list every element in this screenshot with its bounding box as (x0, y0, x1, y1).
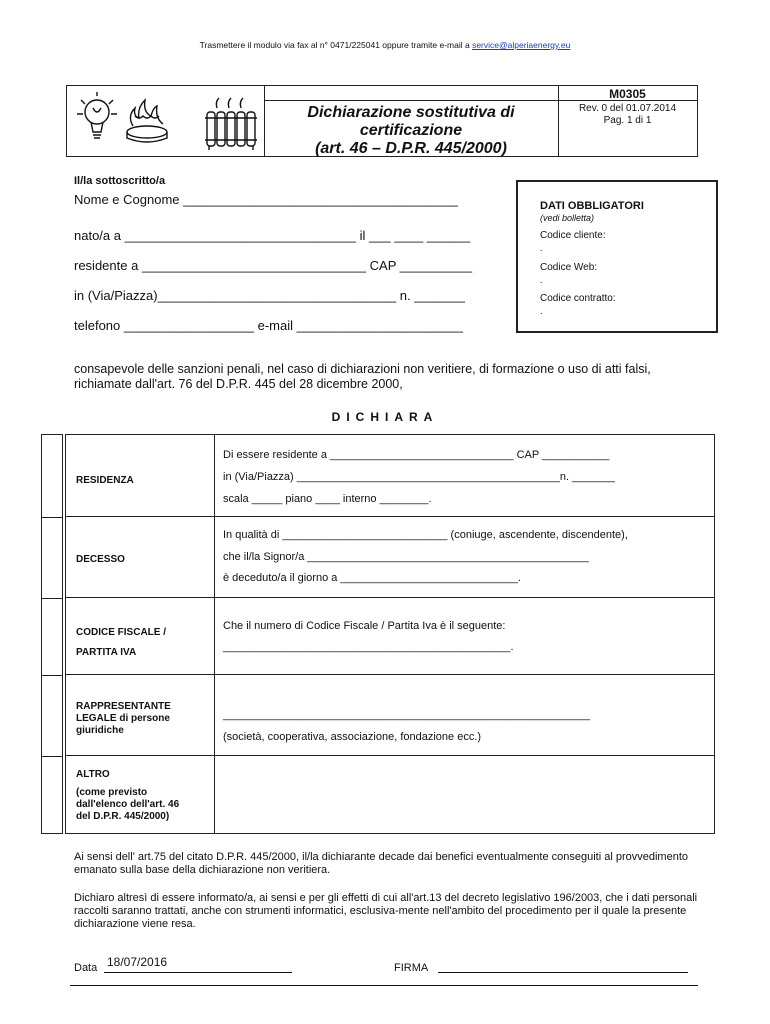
rappresentante-hint: (società, cooperativa, associazione, fondazione ecc.) (223, 731, 482, 743)
altro-label-line-3: dall'elenco dell'art. 46 (76, 799, 180, 810)
section-label-rappresentante (76, 701, 171, 737)
date-label: Data (74, 962, 98, 974)
signature-line[interactable] (438, 972, 688, 973)
codice-label-line-1: CODICE FISCALE / (76, 627, 167, 638)
service-email-link[interactable]: service@alperiaenergy.eu (472, 40, 571, 50)
birth-field[interactable]: nato/a a ________________________________ il ___ ____ ______ (74, 228, 471, 243)
privacy-text: Dichiaro altresì di essere informato/a, ai sensi e per gli effetti di cui all'art.13 del decreto legislativo 196/2003, che i dati personali raccolti saranno trattati, anche con strumenti informatici, esclusiva-mente nell'ambito del procedimento per il quale la presente dichiarazione viene resa. (74, 892, 698, 930)
rappresentante-label-line-2: LEGALE di persone (76, 713, 170, 724)
decesso-date-field[interactable]: è deceduto/a il giorno a _____________________________. (223, 572, 521, 584)
name-field[interactable]: Nome e Cognome ______________________________________ (74, 192, 458, 207)
contract-code-field[interactable]: Codice contratto: (540, 293, 616, 304)
signatory-heading: Il/la sottoscritto/a (74, 175, 166, 187)
transmission-text: Trasmettere il modulo via fax al n° 0471/225041 oppure tramite e-mail a (199, 40, 470, 50)
utility-icons (67, 86, 264, 156)
section-label-altro (76, 769, 179, 823)
dot: . (540, 243, 543, 253)
revision-text: Rev. 0 del 01.07.2014 (578, 103, 677, 114)
forfeiture-text: Ai sensi dell' art.75 del citato D.P.R. 445/2000, il/la dichiarante decade dai benefici eventualmente conseguiti al provvedimento emanato sulla base della dichiarazione non veritiera. (74, 851, 688, 876)
rappresentante-label-line-1: RAPPRESENTANTE (76, 701, 171, 712)
codice-field[interactable]: _______________________________________________. (223, 641, 514, 653)
decesso-role-field[interactable]: In qualità di ___________________________ (coniuge, ascendente, discendente), (223, 529, 628, 541)
declares-heading: DICHIARA (331, 410, 439, 424)
altro-label-line-4: del D.P.R. 445/2000) (76, 811, 170, 822)
form-title (264, 104, 558, 158)
form-header (66, 85, 698, 157)
revision-info (558, 103, 697, 127)
declaration-options (65, 434, 715, 834)
dot: . (540, 275, 543, 285)
form-code: M0305 (609, 87, 646, 101)
contact-field[interactable]: telefono __________________ e-mail _______________________ (74, 318, 463, 333)
dot: . (540, 306, 543, 316)
title-line-3: (art. 46 – D.P.R. 445/2000) (315, 140, 507, 157)
customer-code-field[interactable]: Codice cliente: (540, 230, 606, 241)
page-number: Pag. 1 di 1 (603, 115, 652, 126)
decesso-person-field[interactable]: che il/la Signor/a ______________________________________________ (223, 551, 589, 563)
code-cell (558, 86, 697, 156)
title-line-2: certificazione (359, 122, 463, 139)
checkbox-column (41, 434, 63, 834)
transmission-note (0, 40, 770, 50)
codice-text: Che il numero di Codice Fiscale / Partita Iva è il seguente: (223, 620, 506, 632)
lightbulb-icon (77, 92, 117, 138)
mandatory-data-box (516, 180, 718, 333)
rappresentante-field[interactable]: ____________________________________________________________ (223, 709, 591, 721)
section-label-codice (76, 623, 166, 663)
declaration-table (41, 434, 715, 834)
logo-cell (67, 86, 265, 156)
web-code-field[interactable]: Codice Web: (540, 262, 598, 273)
gas-flame-icon (127, 100, 167, 142)
title-cell (264, 86, 559, 156)
mandatory-title: DATI OBBLIGATORI (540, 200, 644, 212)
mandatory-subtitle: (vedi bolletta) (540, 213, 595, 223)
altro-label-line-2: (come previsto (76, 787, 148, 798)
residenza-detail-field[interactable]: scala _____ piano ____ interno ________. (223, 493, 432, 505)
codice-label-line-2: PARTITA IVA (76, 647, 137, 658)
section-label-residenza: RESIDENZA (76, 475, 134, 486)
bottom-rule (70, 985, 698, 986)
street-field[interactable]: in (Via/Piazza)_________________________________ n. _______ (74, 288, 465, 303)
radiator-icon (205, 98, 257, 150)
date-line (104, 972, 292, 973)
altro-label-line-1: ALTRO (76, 769, 110, 780)
residenza-street-field[interactable]: in (Via/Piazza) ___________________________________________n. _______ (223, 471, 615, 483)
section-label-decesso: DECESSO (76, 554, 125, 565)
rappresentante-label-line-3: giuridiche (76, 725, 124, 736)
date-value[interactable]: 18/07/2016 (107, 955, 168, 969)
residence-field[interactable]: residente a _______________________________ CAP __________ (74, 258, 473, 273)
residenza-city-field[interactable]: Di essere residente a ______________________________ CAP ___________ (223, 449, 610, 461)
signature-label: FIRMA (394, 962, 429, 974)
title-line-1: Dichiarazione sostitutiva di (307, 104, 515, 121)
awareness-text: consapevole delle sanzioni penali, nel caso di dichiarazioni non veritiere, di formazione o uso di atti falsi, richiamate dall'art. 76 del D.P.R. 445 del 28 dicembre 2000, (74, 362, 651, 391)
